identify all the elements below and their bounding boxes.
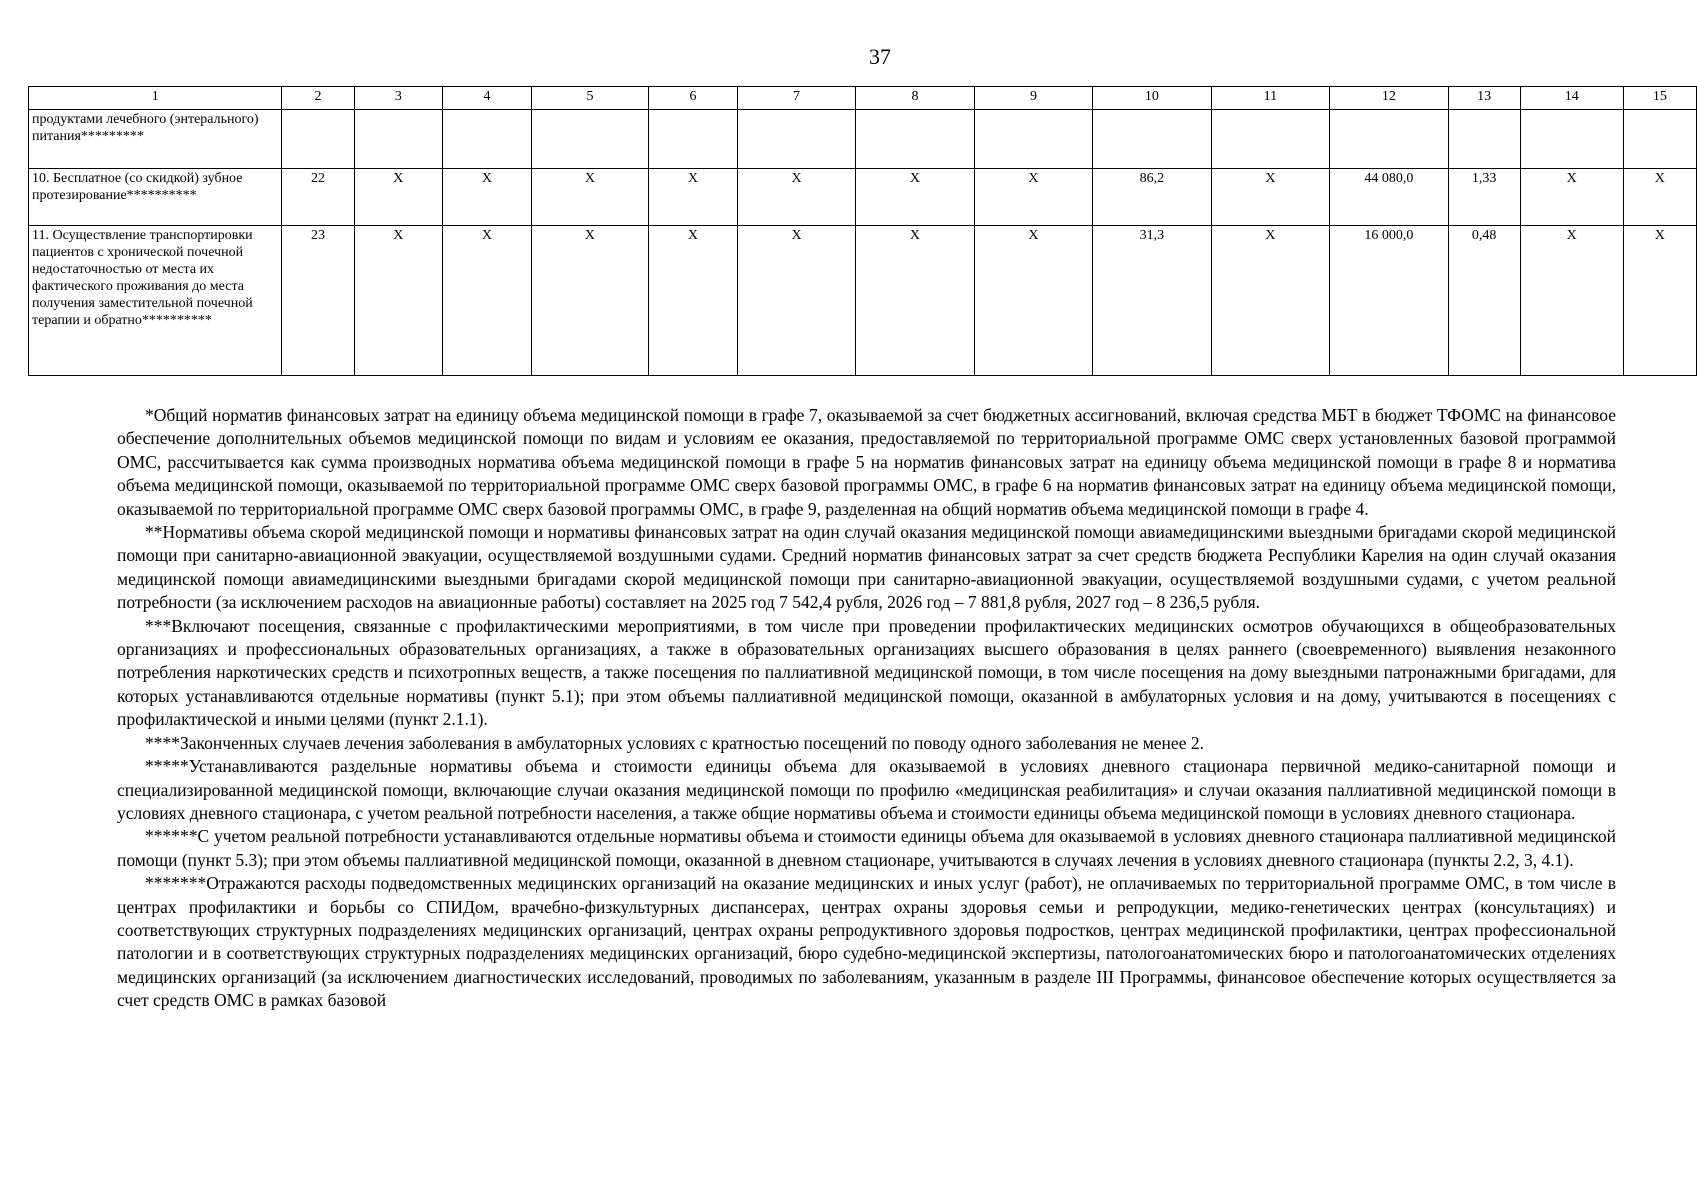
table-cell: 22 [282,169,354,226]
table-cell: Х [974,169,1092,226]
table-cell: 86,2 [1093,169,1211,226]
table-cell: Х [354,169,443,226]
table-cell: Х [974,226,1092,376]
footnote-3: ***Включают посещения, связанные с профилактическими мероприятиями, в том числе при проведении профилактических медицинских осмотров обучающихся в общеобразовательных организациях и профессиональных образовательных организациях, а также в образовательных организациях высшего образования в целях раннего (своевременного) выявления незаконного потребления наркотических средств и психотропных веществ, а также посещения по паллиативной медицинской помощи, в том числе посещения на дому выездными патронажными бригадами, для которых устанавливаются отдельные нормативы (пункт 5.1); при этом объемы паллиативной медицинской помощи, оказанной в амбулаторных условия и на дому, учитываются в посещениях с профилактической и иными целями (пункт 2.1.1). [117,615,1616,730]
column-header: 4 [443,87,532,110]
column-header: 15 [1623,87,1696,110]
column-header: 13 [1448,87,1520,110]
footnote-1: *Общий норматив финансовых затрат на единицу объема медицинской помощи в графе 7, оказываемой за счет бюджетных ассигнований, включая средства МБТ в бюджет ТФОМС на финансовое обеспечение дополнительных объемов медицинской помощи по видам и условиям ее оказания, предоставляемой по территориальной программе ОМС сверх установленных базовой программой ОМС, рассчитывается как сумма производных норматива объема медицинской помощи в графе 5 на норматив финансовых затрат на единицу объема медицинской помощи в графе 8 и норматива объема медицинской помощи, оказываемой по территориальной программе ОМС сверх базовой программы ОМС, в графе 6 на норматив финансовых затрат на единицу объема медицинской помощи, оказываемой по территориальной программе ОМС сверх базовой программы ОМС, в графе 9, разделенная на общий норматив объема медицинской помощи в графе 4. [117,405,1616,519]
table-cell [737,110,855,169]
table-cell: Х [443,226,532,376]
footnote-7: *******Отражаются расходы подведомственных медицинских организаций на оказание медицинских и иных услуг (работ), не оплачиваемых по территориальной программе ОМС, в том числе в центрах профилактики и борьбы со СПИДом, врачебно-физкультурных диспансерах, центрах охраны здоровья семьи и репродукции, медико-генетических центрах (консультациях) и соответствующих структурных подразделениях медицинских организаций, центрах охраны репродуктивного здоровья подростков, центрах медицинской профилактики, центрах профессиональной патологии и в соответствующих структурных подразделениях медицинских организаций, бюро судебно-медицинской экспертизы, патологоанатомических бюро и патологоанатомических отделениях медицинских организаций (за исключением диагностических исследований, проводимых по заболеваниям, указанным в разделе III Программы, финансовое обеспечение которых осуществляется за счет средств ОМС в рамках базовой [117,873,1616,1011]
column-header: 11 [1211,87,1329,110]
table-row [29,226,1697,376]
table-cell: Х [1623,226,1696,376]
table-cell: Х [354,226,443,376]
table-cell: 23 [282,226,354,376]
table-row [29,169,1697,226]
column-header: 2 [282,87,354,110]
table-row [29,110,1697,169]
table-cell: Х [1520,169,1623,226]
table-cell: 0,48 [1448,226,1520,376]
table-cell [282,110,354,169]
table-cell: 44 080,0 [1330,169,1448,226]
table-cell [1520,110,1623,169]
financial-norms-table [28,86,1697,376]
column-header: 14 [1520,87,1623,110]
table-cell: Х [531,226,648,376]
table-cell [856,110,974,169]
column-header: 8 [856,87,974,110]
table-cell: Х [531,169,648,226]
table-cell [1330,110,1448,169]
table-cell [531,110,648,169]
footnotes [117,404,1616,1013]
column-header: 7 [737,87,855,110]
table-cell: Х [1623,169,1696,226]
column-header: 9 [974,87,1092,110]
table-cell [974,110,1092,169]
row-label: продуктами лечебного (энтерального) питания********* [29,110,282,169]
footnote-4: ****Законченных случаев лечения заболевания в амбулаторных условиях с кратностью посещений по поводу одного заболевания не менее 2. [145,732,1204,753]
row-label: 11. Осуществление транспортировки пациентов с хронической почечной недостаточностью от места их фактического проживания до места получения заместительной почечной терапии и обратно********** [29,226,282,376]
footnote-6: ******С учетом реальной потребности устанавливаются отдельные нормативы объема и стоимости единицы объема для оказываемой в условиях дневного стационара паллиативной медицинской помощи (пункт 5.3); при этом объемы паллиативной медицинской помощи, оказанной в дневном стационаре, учитываются в случаях лечения в условиях дневного стационара (пункты 2.2, 3, 4.1). [117,826,1616,870]
table-cell: Х [443,169,532,226]
table-cell [1211,110,1329,169]
table-cell: 1,33 [1448,169,1520,226]
page-number: 37 [869,44,891,69]
table-cell [1623,110,1696,169]
table-cell: 31,3 [1093,226,1211,376]
table-cell [354,110,443,169]
column-header: 3 [354,87,443,110]
table-cell: Х [737,226,855,376]
table-cell: 16 000,0 [1330,226,1448,376]
table-cell: Х [737,169,855,226]
footnote-2: **Нормативы объема скорой медицинской помощи и нормативы финансовых затрат на один случай оказания медицинской помощи авиамедицинскими выездными бригадами скорой медицинской помощи при санитарно-авиационной эвакуации, осуществляемой воздушными судами. Средний норматив финансовых затрат за счет средств бюджета Республики Карелия на один случай оказания медицинской помощи авиамедицинскими выездными бригадами скорой медицинской помощи при санитарно-авиационной эвакуации, осуществляемой воздушными судами, с учетом реальной потребности (за исключением расходов на авиационные работы) составляет на 2025 год 7 542,4 рубля, 2026 год – 7 881,8 рубля, 2027 год – 8 236,5 рубля. [117,522,1616,613]
column-header: 6 [649,87,738,110]
table-cell: Х [1520,226,1623,376]
column-header: 5 [531,87,648,110]
table-cell: Х [856,226,974,376]
table-cell [1448,110,1520,169]
table-cell: Х [856,169,974,226]
table-cell [649,110,738,169]
column-header: 10 [1093,87,1211,110]
footnote-5: *****Устанавливаются раздельные нормативы объема и стоимости единицы объема для оказываемой в условиях дневного стационара первичной медико-санитарной помощи и специализированной медицинской помощи, включающие случаи оказания медицинской помощи по профилю «медицинская реабилитация» и случаи оказания паллиативной медицинской помощи в условиях дневного стационара, с учетом реальной потребности населения, а также общие нормативы объема и стоимости единицы объема медицинской помощи в условиях дневного стационара. [117,756,1616,823]
table-cell: Х [1211,169,1329,226]
table-cell [443,110,532,169]
table-cell [1093,110,1211,169]
table-header-row [29,87,1697,110]
row-label: 10. Бесплатное (со скидкой) зубное протезирование********** [29,169,282,226]
column-header: 12 [1330,87,1448,110]
table-cell: Х [649,169,738,226]
table-cell: Х [649,226,738,376]
table-cell: Х [1211,226,1329,376]
column-header: 1 [29,87,282,110]
